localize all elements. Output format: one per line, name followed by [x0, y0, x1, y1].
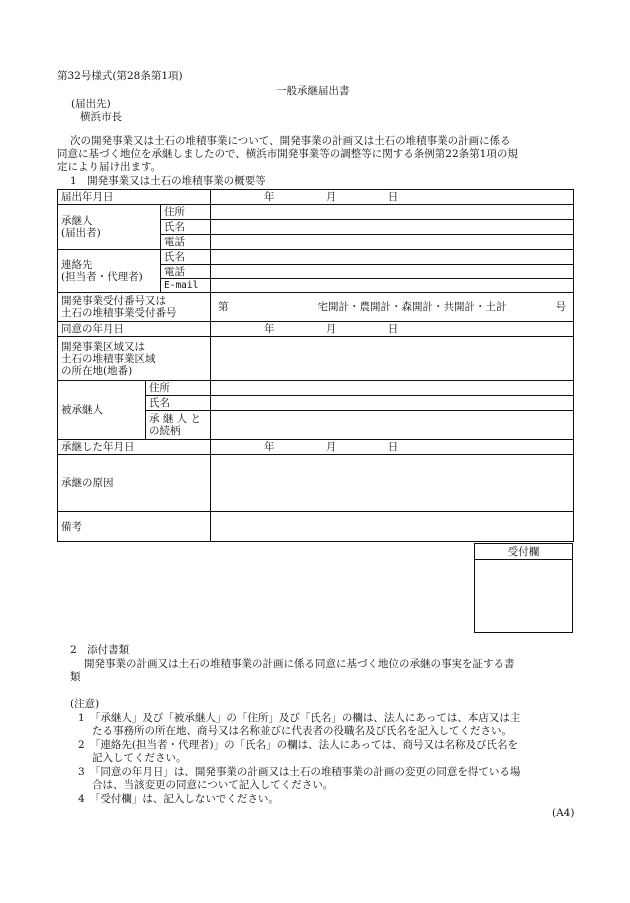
successor-name-field[interactable] — [211, 220, 574, 235]
label-date-filed: 届出年月日 — [58, 190, 211, 205]
successor-phone-field[interactable] — [211, 235, 574, 250]
recipient-label: (届出先) — [71, 98, 111, 110]
label-successor-phone: 電話 — [161, 235, 211, 250]
label-succession-date: 承継した年月日 — [58, 440, 211, 455]
contact-phone-field[interactable] — [211, 265, 574, 279]
consent-date-field[interactable]: 年 月 日 — [211, 322, 574, 337]
note-1-line-1: 1 「承継人」及び「被承継人」の「住所」及び「氏名」の欄は、法人にあっては、本店又は主 — [78, 712, 521, 724]
label-successor: 承継人 (届出者) — [58, 205, 161, 250]
reception-label: 受付欄 — [475, 544, 573, 560]
section-1-title: 1 開発事業又は土石の堆積事業の概要等 — [70, 175, 266, 187]
date-filed-value[interactable]: 年 月 日 — [211, 190, 574, 205]
cause-field[interactable] — [211, 455, 574, 512]
label-contact-phone: 電話 — [161, 265, 211, 279]
note-2-line-1: 2 「連絡先(担当者・代理者)」の「氏名」の欄は、法人にあっては、商号又は名称及び氏名を — [78, 739, 519, 751]
paper-size: (A4) — [552, 807, 575, 819]
label-predecessor-address: 住所 — [146, 381, 211, 396]
intro-line-3: 定により届け出ます。 — [57, 161, 162, 173]
section-2-title: 2 添付書類 — [70, 644, 130, 656]
relation-field[interactable] — [211, 411, 574, 440]
label-successor-address: 住所 — [161, 205, 211, 220]
note-3-line-1: 3 「同意の年月日」は、開発事業の計画又は土石の堆積事業の計画の変更の同意を得ている場 — [78, 766, 521, 778]
label-predecessor-name: 氏名 — [146, 396, 211, 411]
predecessor-name-field[interactable] — [211, 396, 574, 411]
label-consent-date: 同意の年月日 — [58, 322, 211, 337]
receipt-number-field[interactable]: 第 宅開計・農開計・森開計・共開計・土計 号 — [211, 293, 574, 322]
successor-address-field[interactable] — [211, 205, 574, 220]
contact-email-field[interactable] — [211, 279, 574, 293]
note-1-line-2: たる事務所の所在地、商号又は名称並びに代表者の役職名及び氏名を記入してください。 — [92, 725, 512, 737]
label-successor-name: 氏名 — [161, 220, 211, 235]
section-2-line-1: 開発事業の計画又は土石の堆積事業の計画に係る同意に基づく地位の承継の事実を証する書 — [84, 658, 515, 670]
predecessor-address-field[interactable] — [211, 381, 574, 396]
overview-table — [57, 189, 574, 542]
intro-line-1: 次の開発事業又は土石の堆積事業について、開発事業の計画又は土石の堆積事業の計画に係る — [70, 135, 511, 147]
label-contact-name: 氏名 — [161, 250, 211, 265]
label-area-location: 開発事業区域又は 土石の堆積事業区域 の所在地(地番) — [58, 337, 211, 381]
notes-title: (注意) — [70, 698, 100, 710]
reception-field — [475, 560, 573, 633]
label-cause: 承継の原因 — [58, 455, 211, 512]
form-number: 第32号様式(第28条第1項) — [57, 70, 183, 82]
remarks-field[interactable] — [211, 512, 574, 542]
reception-box — [474, 543, 573, 633]
document-title: 一般承継届出書 — [276, 85, 350, 97]
section-2-line-2: 類 — [70, 671, 81, 683]
recipient: 横浜市長 — [80, 111, 122, 123]
note-2-line-2: 記入してください。 — [92, 752, 187, 764]
label-contact-email: E-mail — [161, 279, 211, 293]
area-location-field[interactable] — [211, 337, 574, 381]
label-receipt-number: 開発事業受付番号又は 土石の堆積事業受付番号 — [58, 293, 211, 322]
contact-name-field[interactable] — [211, 250, 574, 265]
label-contact: 連絡先 (担当者・代理者) — [58, 250, 161, 293]
label-relation: 承 継 人 と の続柄 — [146, 411, 211, 440]
succession-date-field[interactable]: 年 月 日 — [211, 440, 574, 455]
label-predecessor: 被承継人 — [58, 381, 146, 440]
note-3-line-2: 合は、当該変更の同意について記入してください。 — [92, 779, 334, 791]
intro-line-2: 同意に基づく地位を承継しましたので、横浜市開発事業等の調整等に関する条例第22条第1項の規 — [57, 148, 518, 160]
label-remarks: 備考 — [58, 512, 211, 542]
note-4: 4 「受付欄」は、記入しないでください。 — [78, 793, 279, 805]
